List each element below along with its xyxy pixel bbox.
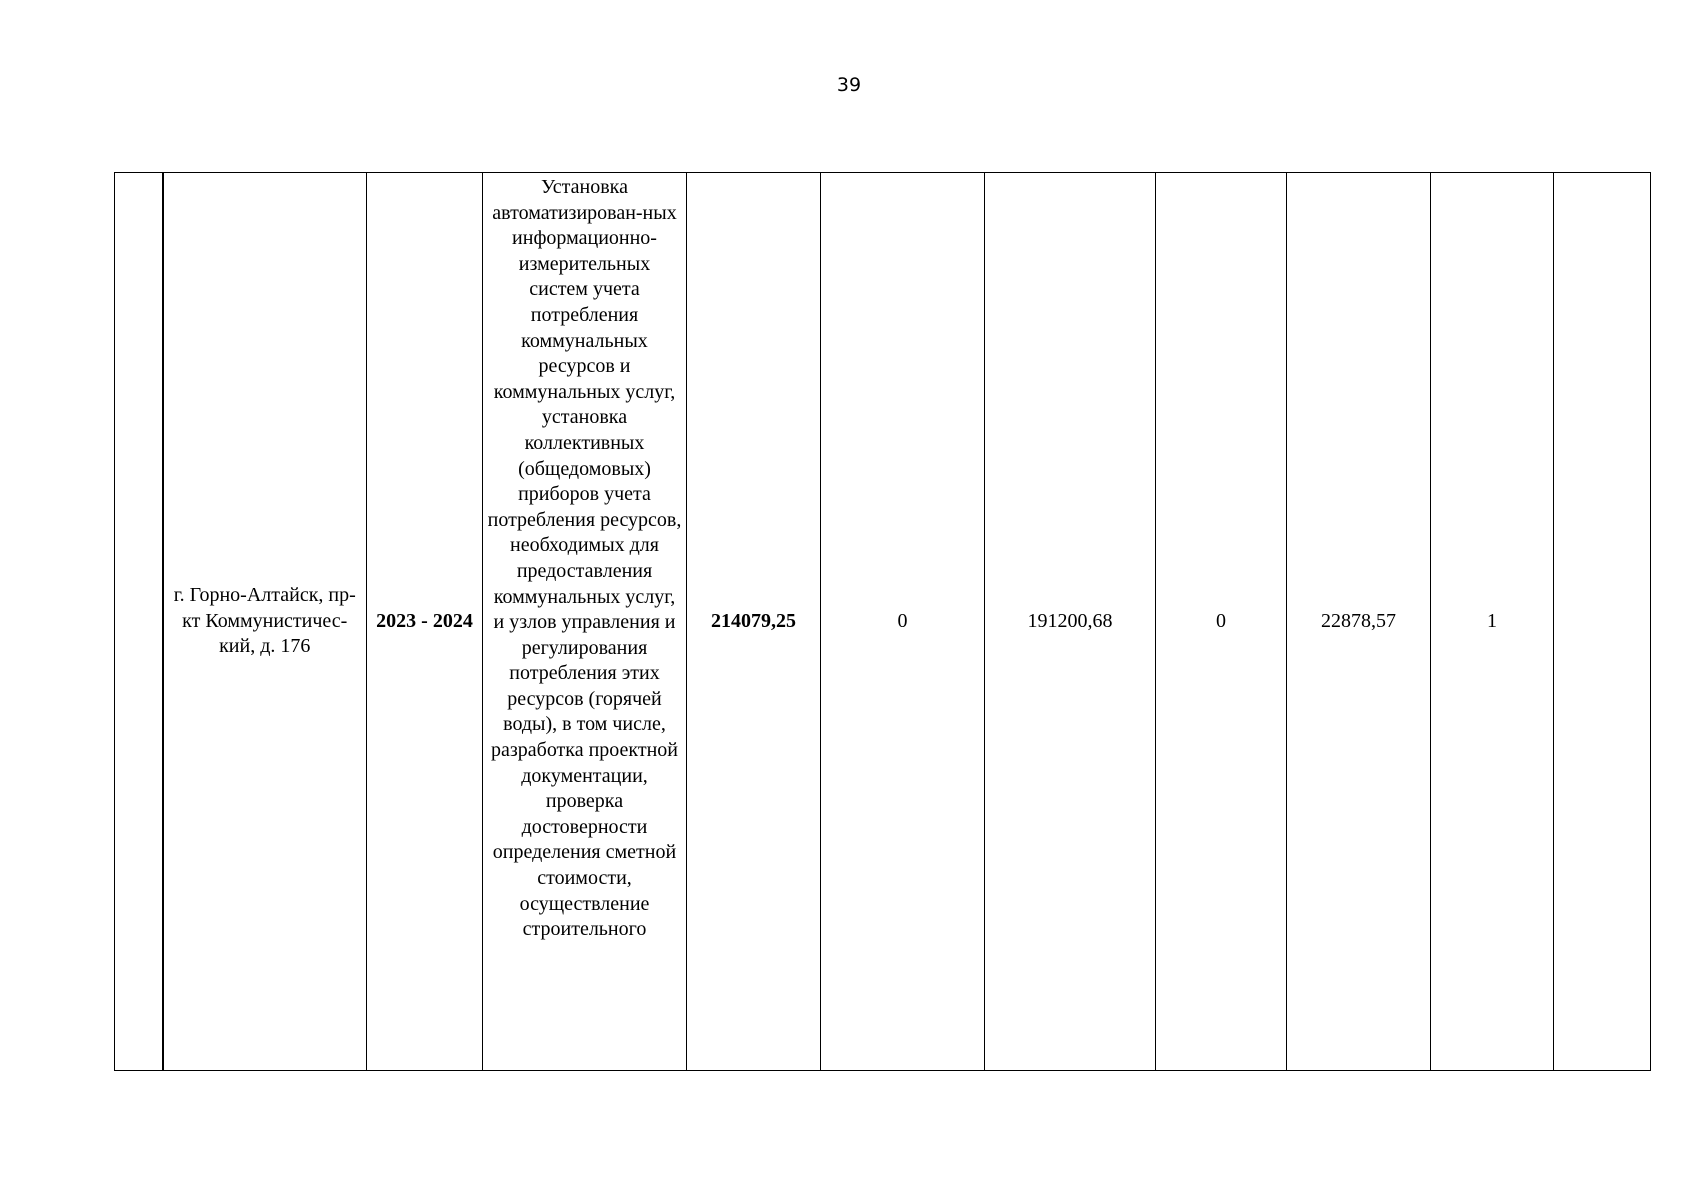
- value-1: 0: [897, 609, 908, 632]
- period-text: 2023 - 2024: [376, 609, 473, 632]
- total-cost-value: 214079,25: [711, 609, 796, 632]
- row-index-cell: [115, 173, 163, 1071]
- value-3: 0: [1216, 609, 1226, 632]
- value-2-cell: [985, 173, 1156, 1071]
- value-3-cell: [1156, 173, 1287, 1071]
- work-description-cell: [483, 173, 687, 1071]
- value-4-cell: [1287, 173, 1431, 1071]
- address-cell: [163, 173, 367, 1071]
- period-cell: [367, 173, 483, 1071]
- work-description-text: Установка автоматизирован-ных информационно-измерительных систем учета потребления коммунальных ресурсов и коммунальных услуг, установка коллективных (общедомовых) приборов учета потребления ресурсов, необходимых для предоставления коммунальных услуг, и узлов управления и регулирования потребления этих ресурсов (горячей воды), в том числе, разработка проектной документации, проверка достоверности определения сметной стоимости, осуществление строительного: [487, 176, 682, 941]
- table-row: [115, 173, 1651, 1071]
- address-text: г. Горно-Алтайск, пр-кт Коммунистичес-кий, д. 176: [173, 584, 356, 658]
- value-5-cell: [1431, 173, 1554, 1071]
- value-4: 22878,57: [1321, 609, 1396, 632]
- value-6-cell: [1554, 173, 1651, 1071]
- total-cost-cell: [687, 173, 821, 1071]
- value-5: 1: [1487, 609, 1497, 632]
- page-number: 39: [836, 74, 862, 96]
- value-2: 191200,68: [1027, 609, 1113, 632]
- value-1-cell: [821, 173, 985, 1071]
- program-table: [114, 172, 1651, 1071]
